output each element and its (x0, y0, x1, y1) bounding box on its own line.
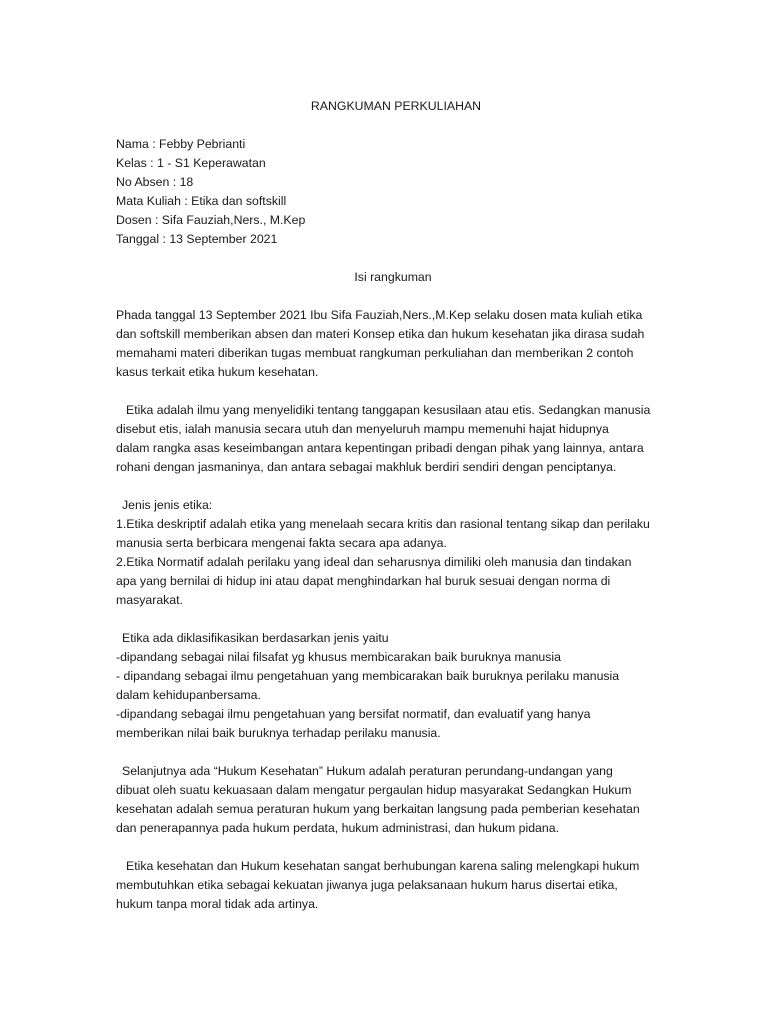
paragraph-ethics-definition (116, 401, 658, 477)
paragraph-line: dibuat oleh suatu kekuasaan dalam mengatur pergaulan hidup masyarakat Sedangkan Hukum (116, 783, 632, 797)
paragraph-line: kesehatan adalah semua peraturan hukum yang berkaitan langsung pada pemberian kesehatan (116, 802, 640, 816)
paragraph-line: -dipandang sebagai nilai filsafat yg khusus membicarakan baik buruknya manusia (116, 650, 561, 664)
paragraph-health-law (116, 762, 658, 838)
meta-absence-number: No Absen : 18 (116, 175, 194, 189)
paragraph-line: 2.Etika Normatif adalah perilaku yang ideal dan seharusnya dimiliki oleh manusia dan tindakan (116, 555, 632, 569)
paragraph-line: 1.Etika deskriptif adalah etika yang menelaah secara kritis dan rasional tentang sikap dan perilaku (116, 517, 650, 531)
paragraph-line: hukum tanpa moral tidak ada artinya. (116, 897, 319, 911)
paragraph-line: Phada tanggal 13 September 2021 Ibu Sifa Fauziah,Ners.,M.Kep selaku dosen mata kuliah etika (116, 308, 643, 322)
meta-date: Tanggal : 13 September 2021 (116, 232, 278, 246)
meta-name: Nama : Febby Pebrianti (116, 137, 246, 151)
student-info (116, 135, 658, 249)
paragraph-line: memahami materi diberikan tugas membuat rangkuman perkuliahan dan memberikan 2 contoh (116, 346, 634, 360)
paragraph-line: manusia serta berbicara mengenai fakta secara apa adanya. (116, 536, 447, 550)
paragraph-conclusion (116, 857, 658, 914)
paragraph-line: masyarakat. (116, 593, 183, 607)
paragraph-line: memberikan nilai baik buruknya terhadap perilaku manusia. (116, 726, 441, 740)
paragraph-line: Etika kesehatan dan Hukum kesehatan sangat berhubungan karena saling melengkapi hukum (126, 859, 640, 873)
paragraph-line: Etika adalah ilmu yang menyelidiki tentang tanggapan kesusilaan atau etis. Sedangkan manusia (126, 403, 651, 417)
paragraph-line: Etika ada diklasifikasikan berdasarkan jenis yaitu (122, 631, 389, 645)
paragraph-line: dan penerapannya pada hukum perdata, hukum administrasi, dan hukum pidana. (116, 821, 559, 835)
section-subtitle: Isi rangkuman (354, 270, 432, 284)
paragraph-line: dalam kehidupanbersama. (116, 688, 261, 702)
paragraph-line: - dipandang sebagai ilmu pengetahuan yang membicarakan baik buruknya perilaku manusia (116, 669, 620, 683)
meta-course: Mata Kuliah : Etika dan softskill (116, 194, 287, 208)
paragraph-line: rohani dengan jasmaninya, dan antara sebagai makhluk berdiri sendiri dengan penciptanya. (116, 460, 617, 474)
paragraph-line: kasus terkait etika hukum kesehatan. (116, 365, 319, 379)
paragraph-line: Jenis jenis etika: (122, 498, 213, 512)
paragraph-line: apa yang bernilai di hidup ini atau dapat menghindarkan hal buruk sesuai dengan norma di (116, 574, 611, 588)
paragraph-line: -dipandang sebagai ilmu pengetahuan yang bersifat normatif, dan evaluatif yang hanya (116, 707, 591, 721)
paragraph-intro (116, 306, 658, 382)
paragraph-line: dalam rangka asas keseimbangan antara kepentingan pribadi dengan pihak yang lainnya, antara (116, 441, 644, 455)
meta-lecturer: Dosen : Sifa Fauziah,Ners., M.Kep (116, 213, 306, 227)
paragraph-ethics-types (116, 496, 658, 610)
paragraph-line: membutuhkan etika sebagai kekuatan jiwanya juga pelaksanaan hukum harus disertai etika, (116, 878, 618, 892)
document-title: RANGKUMAN PERKULIAHAN (310, 99, 482, 113)
paragraph-line: disebut etis, ialah manusia secara utuh dan menyeluruh mampu memenuhi hajat hidupnya (116, 422, 609, 436)
meta-class: Kelas : 1 - S1 Keperawatan (116, 156, 266, 170)
paragraph-line: dan softskill memberikan absen dan materi Konsep etika dan hukum kesehatan jika dirasa sudah (116, 327, 645, 341)
paragraph-line: Selanjutnya ada “Hukum Kesehatan” Hukum adalah peraturan perundang-undangan yang (122, 764, 613, 778)
paragraph-ethics-classification (116, 629, 658, 743)
